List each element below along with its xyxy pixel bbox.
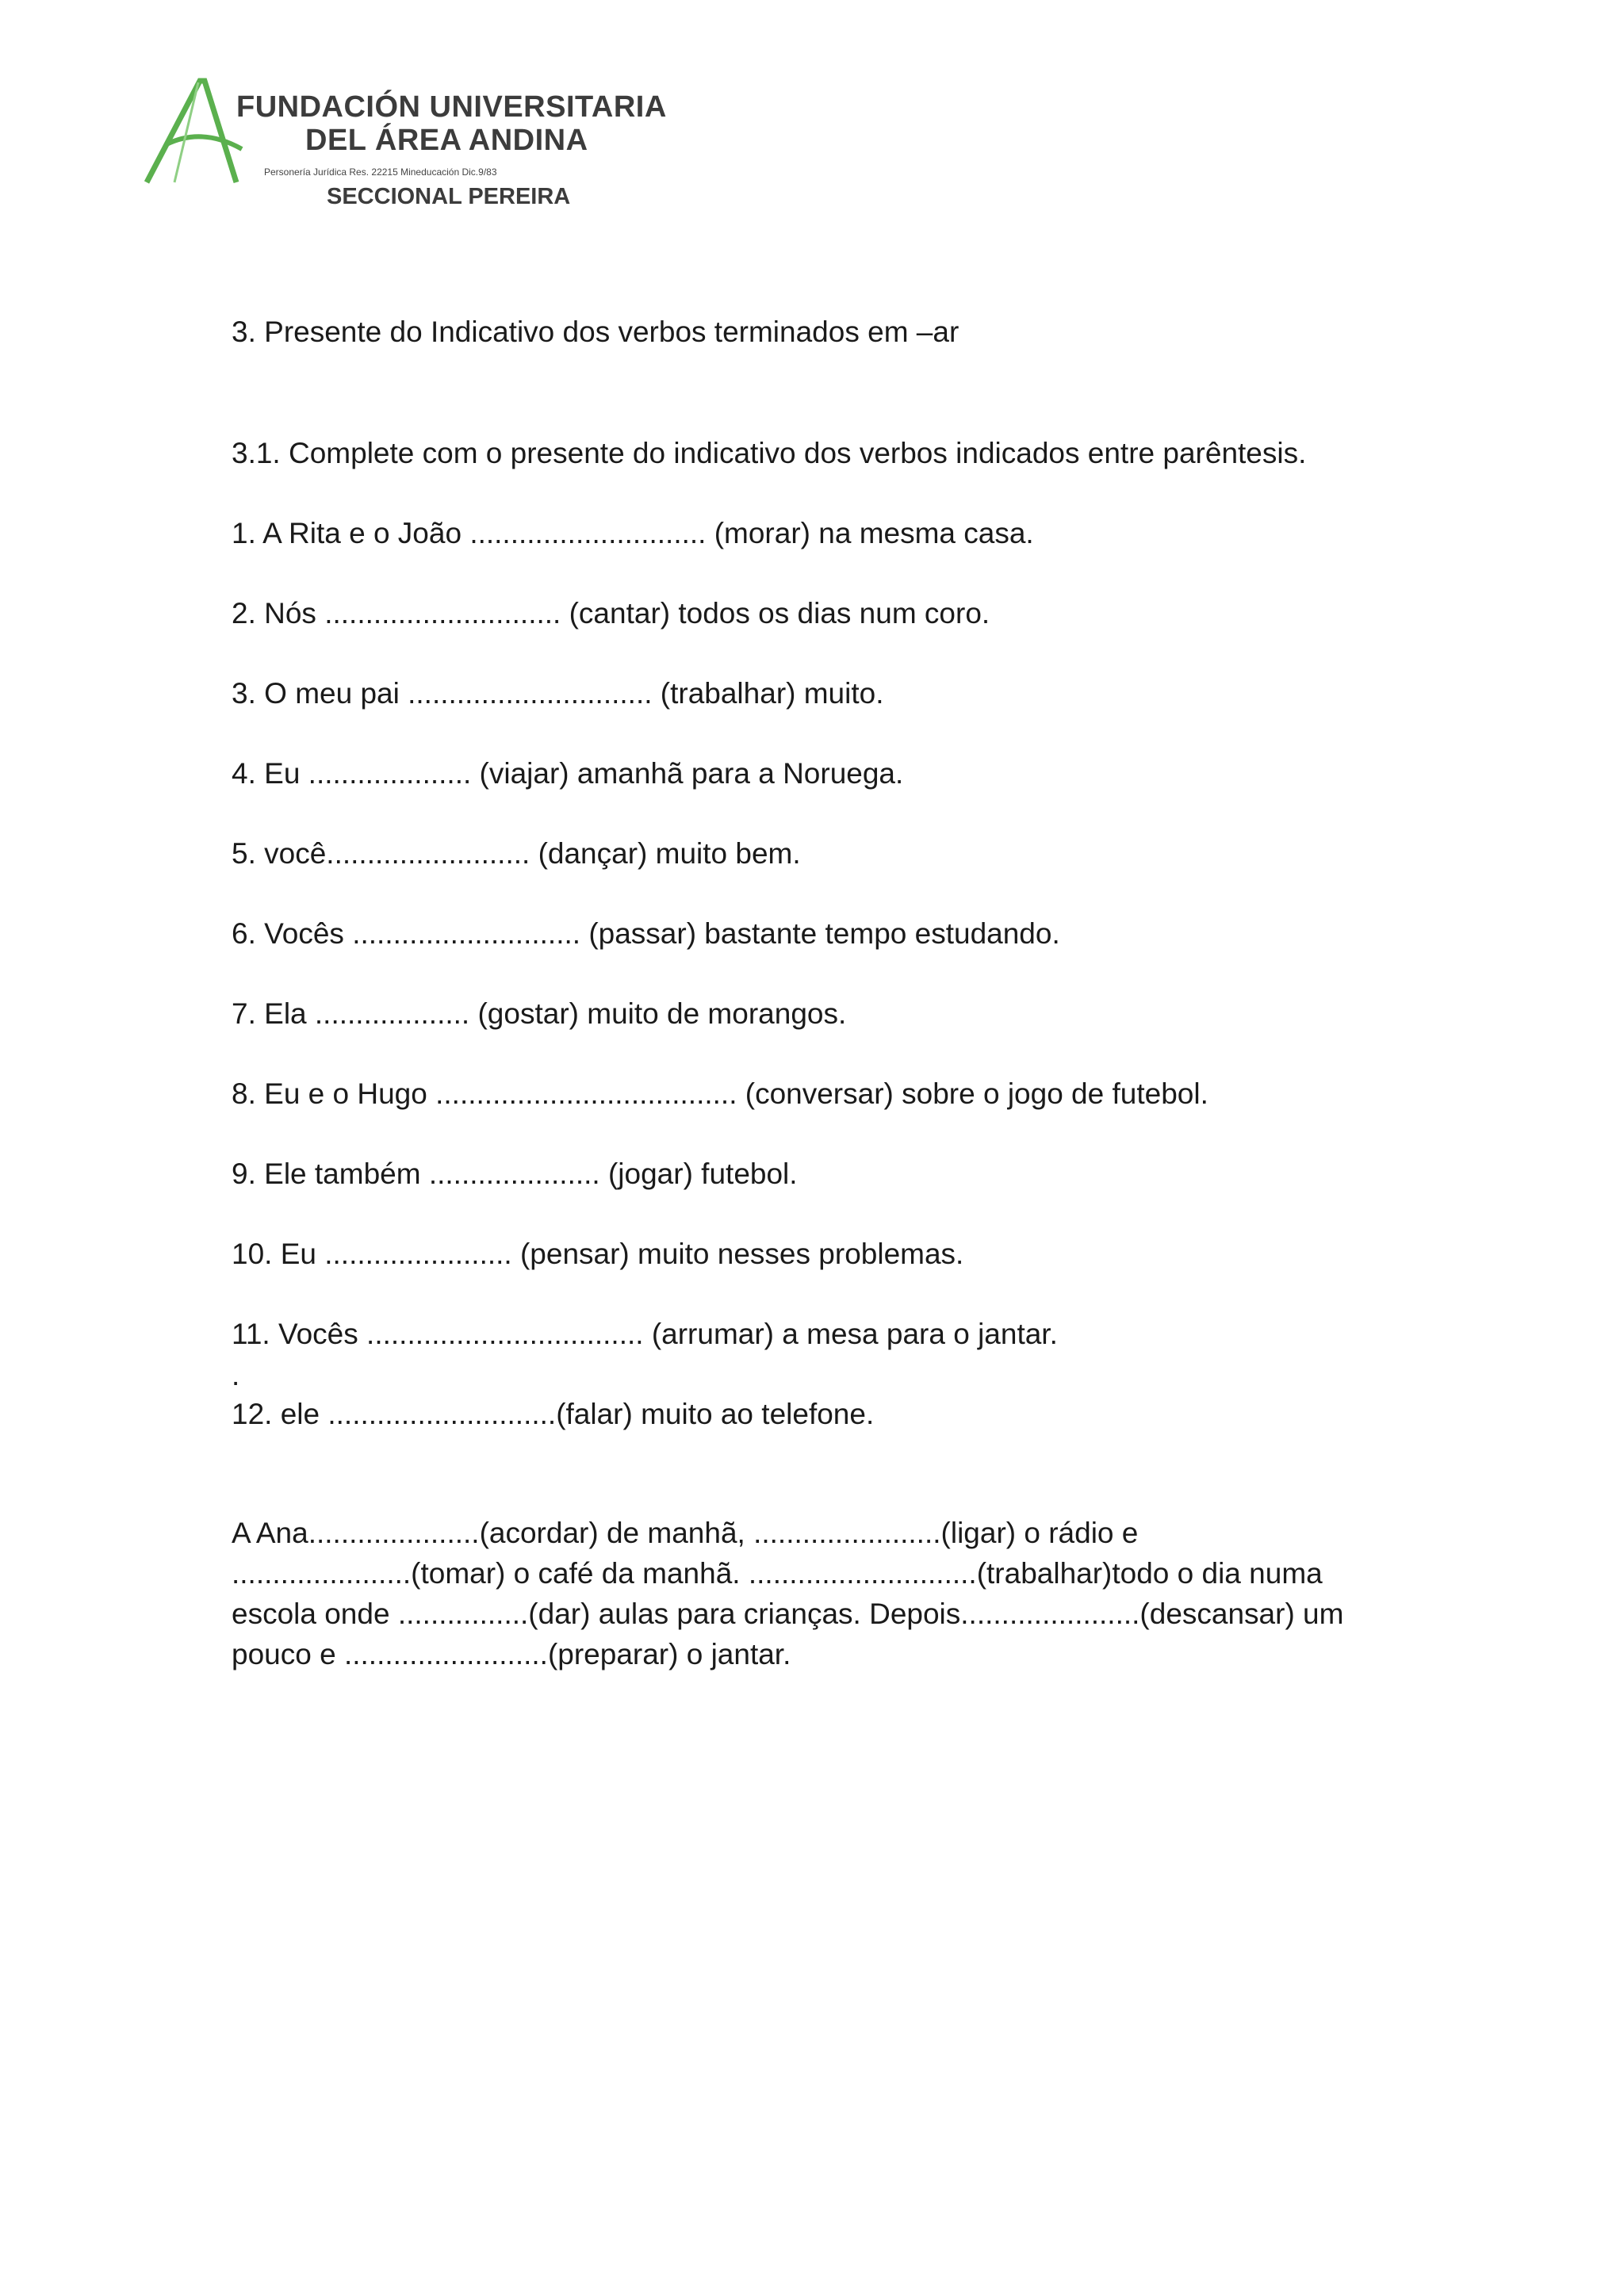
exercise-item: 11. Vocês .................................. (arrumar) a mesa para o jantar. [232,1318,1058,1350]
paragraph-line: escola onde ................(dar) aulas para crianças. Depois......................(descansar) um [232,1598,1344,1630]
exercise-item: 6. Vocês ............................ (passar) bastante tempo estudando. [232,917,1060,950]
logo-legal-text: Personería Jurídica Res. 22215 Mineducación Dic.9/83 [264,166,497,178]
logo-seccional: SECCIONAL PEREIRA [327,184,571,209]
exercise-item: 2. Nós ............................. (cantar) todos os dias num coro. [232,597,990,629]
university-logo [143,71,667,222]
exercise-item: 1. A Rita e o João ............................. (morar) na mesma casa. [232,517,1034,549]
paragraph-line: pouco e .........................(preparar) o jantar. [232,1638,791,1670]
instruction-text: 3.1. Complete com o presente do indicativo dos verbos indicados entre parêntesis. [232,437,1307,469]
logo-title-line1: FUNDACIÓN UNIVERSITARIA [236,90,667,124]
exercise-item: 7. Ela ................... (gostar) muito de morangos. [232,997,847,1030]
logo-a-mark-icon [143,71,254,190]
paragraph-line: ......................(tomar) o café da manhã. ............................(trabalhar)todo o dia numa [232,1557,1323,1590]
exercise-item: 10. Eu ....................... (pensar) muito nesses problemas. [232,1238,964,1270]
exercise-item: 3. O meu pai .............................. (trabalhar) muito. [232,677,884,710]
fill-in-paragraph [232,1513,1381,1674]
exercise-item: 4. Eu .................... (viajar) amanhã para a Noruega. [232,757,904,790]
exercise-item: 8. Eu e o Hugo ..................................... (conversar) sobre o jogo de futebol. [232,1077,1208,1110]
paragraph-line: A Ana.....................(acordar) de manhã, .......................(ligar) o rádio e [232,1517,1139,1549]
logo-title-line2: DEL ÁREA ANDINA [305,124,588,157]
exercise-item: 9. Ele também ..................... (jogar) futebol. [232,1158,798,1190]
exercise-item: 5. você......................... (dançar) muito bem. [232,837,801,870]
section-title: 3. Presente do Indicativo dos verbos terminados em –ar [232,316,959,348]
exercise-item: 12. ele ............................(falar) muito ao telefone. [232,1398,875,1430]
stray-dot: . [232,1359,240,1391]
